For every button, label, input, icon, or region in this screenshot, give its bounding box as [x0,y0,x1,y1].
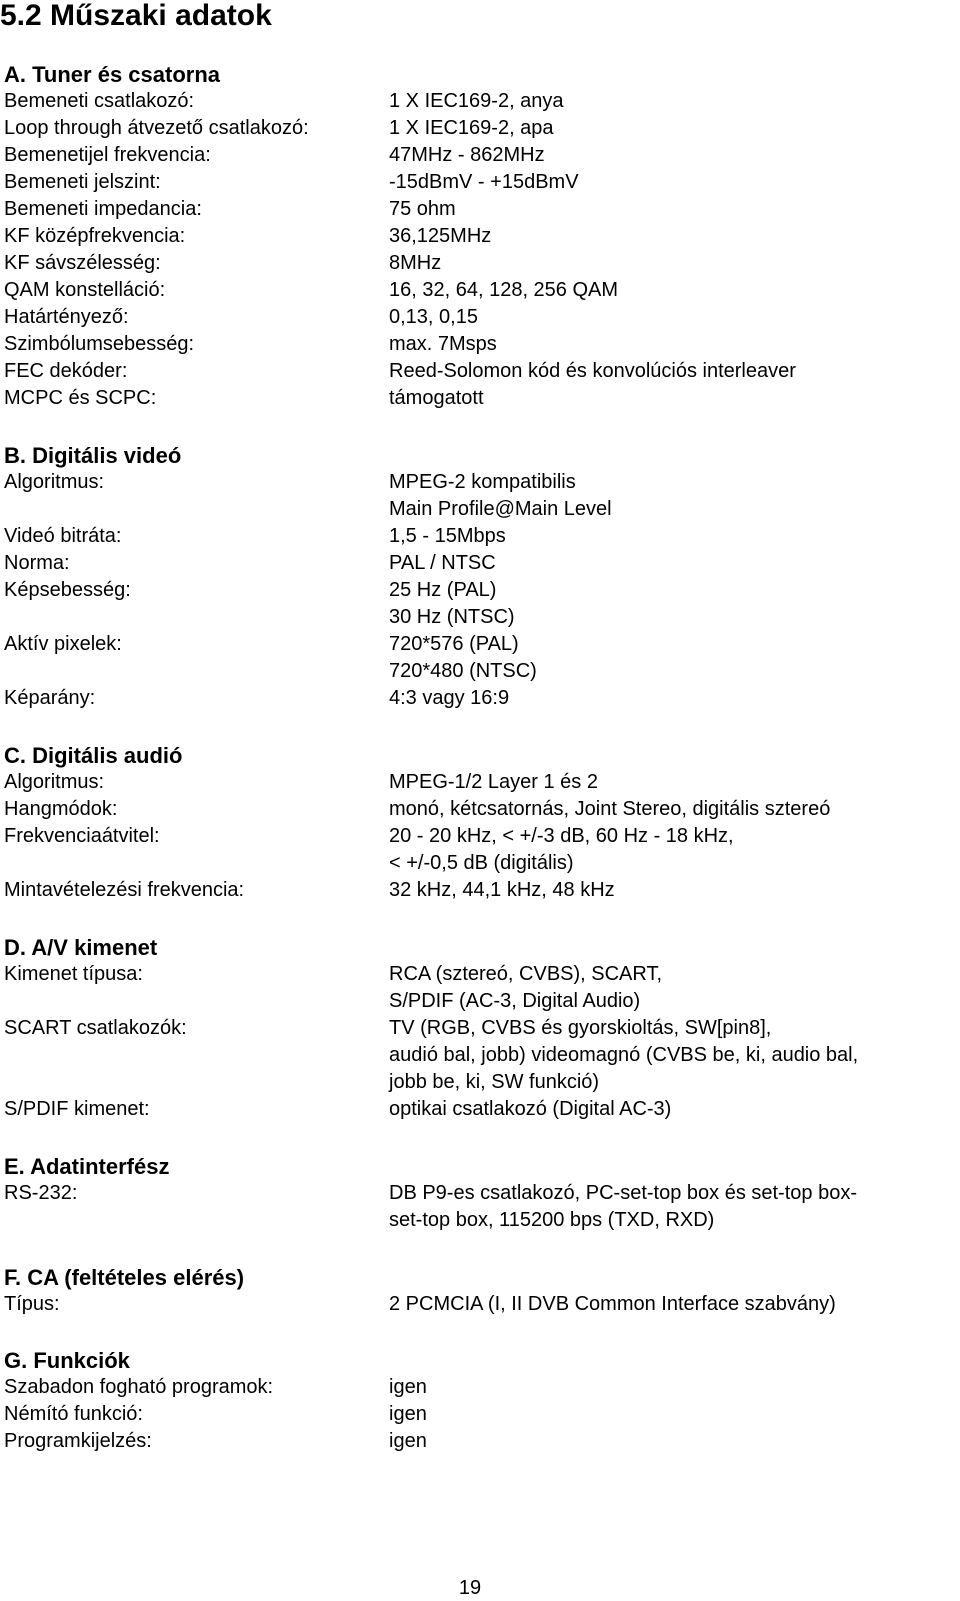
spec-row [4,304,956,331]
spec-label: Algoritmus: [4,771,105,793]
spec-value: 0,13, 0,15 [389,306,478,328]
spec-values [389,877,615,904]
spec-label: FEC dekóder: [4,360,128,382]
section-heading: B. Digitális videó [4,443,182,468]
spec-row [4,961,956,1015]
spec-label: Némító funkció: [4,1403,143,1425]
spec-label: Videó bitráta: [4,525,122,547]
spec-value: igen [389,1403,427,1425]
spec-value: igen [389,1430,427,1452]
spec-values [389,223,491,250]
spec-row [4,550,956,577]
spec-label: Kimenet típusa: [4,963,143,985]
spec-row [4,796,956,823]
spec-row [4,1096,956,1123]
spec-value: 8MHz [389,252,442,274]
spec-values [389,577,515,631]
spec-value: optikai csatlakozó (Digital AC-3) [389,1098,672,1120]
spec-values [389,88,564,115]
section-digital-video [4,442,956,712]
page-number: 19 [458,1577,482,1599]
spec-row [4,223,956,250]
spec-value: MPEG-1/2 Layer 1 és 2 [389,771,598,793]
spec-label: SCART csatlakozók: [4,1017,187,1039]
spec-value: Main Profile@Main Level [389,498,612,520]
spec-label: MCPC és SCPC: [4,387,157,409]
spec-label: Határtényező: [4,306,129,328]
spec-row [4,1015,956,1096]
spec-value: TV (RGB, CVBS és gyorskioltás, SW[pin8], [389,1017,772,1039]
spec-values [389,523,506,550]
spec-value: 20 - 20 kHz, < +/-3 dB, 60 Hz - 18 kHz, [389,825,734,847]
spec-values [389,331,497,358]
section-heading: A. Tuner és csatorna [4,62,220,87]
spec-label: KF középfrekvencia: [4,225,186,247]
section-heading: G. Funkciók [4,1348,130,1373]
spec-label: Szabadon fogható programok: [4,1376,274,1398]
spec-value: max. 7Msps [389,333,497,355]
section-functions [4,1347,956,1455]
spec-values [389,469,612,523]
spec-values [389,142,545,169]
spec-values [389,1374,427,1401]
spec-row [4,1428,956,1455]
spec-label: Algoritmus: [4,471,105,493]
spec-value: 36,125MHz [389,225,492,247]
spec-row [4,250,956,277]
section-digital-audio [4,742,956,904]
spec-values [389,961,662,1015]
spec-value: 720*576 (PAL) [389,633,519,655]
spec-value: audió bal, jobb) videomagnó (CVBS be, ki, audio bal, [389,1044,859,1066]
spec-row [4,823,956,877]
spec-label: QAM konstelláció: [4,279,166,301]
spec-label: Programkijelzés: [4,1430,152,1452]
spec-value: monó, kétcsatornás, Joint Stereo, digitális sztereó [389,798,831,820]
spec-value: 30 Hz (NTSC) [389,606,515,628]
spec-value: 2 PCMCIA (I, II DVB Common Interface szabvány) [389,1293,836,1315]
spec-values [389,631,537,685]
spec-values [389,769,598,796]
spec-values [389,823,734,877]
spec-value: támogatott [389,387,484,409]
spec-value: 4:3 vagy 16:9 [389,687,510,709]
spec-values [389,250,441,277]
spec-row [4,523,956,550]
spec-value: 1,5 - 15Mbps [389,525,506,547]
spec-value: 720*480 (NTSC) [389,660,537,682]
spec-value: 75 ohm [389,198,456,220]
spec-value: jobb be, ki, SW funkció) [389,1071,600,1093]
spec-row [4,769,956,796]
section-heading: C. Digitális audió [4,743,183,768]
spec-values [389,277,618,304]
section-data-interface [4,1153,956,1234]
spec-values [389,1180,857,1234]
spec-value: 1 X IEC169-2, apa [389,117,554,139]
spec-values [389,1428,427,1455]
spec-label: Bemeneti csatlakozó: [4,90,195,112]
spec-label: Szimbólumsebesség: [4,333,195,355]
spec-values [389,385,484,412]
spec-values [389,796,830,823]
spec-value: RCA (sztereó, CVBS), SCART, [389,963,663,985]
spec-row [4,169,956,196]
spec-label: Loop through átvezető csatlakozó: [4,117,309,139]
spec-value: 1 X IEC169-2, anya [389,90,564,112]
spec-value: 47MHz - 862MHz [389,144,545,166]
spec-row [4,358,956,385]
spec-values [389,1096,671,1123]
spec-value: 16, 32, 64, 128, 256 QAM [389,279,619,301]
spec-row [4,631,956,685]
spec-row [4,1291,956,1318]
spec-values [389,196,456,223]
spec-label: Bemeneti jelszint: [4,171,161,193]
spec-value: DB P9-es csatlakozó, PC-set-top box és set-top box- [389,1182,857,1204]
spec-row [4,1374,956,1401]
spec-row [4,577,956,631]
spec-values [389,685,509,712]
spec-label: Típus: [4,1293,60,1315]
spec-value: -15dBmV - +15dBmV [389,171,579,193]
section-tuner [4,61,956,412]
spec-value: MPEG-2 kompatibilis [389,471,576,493]
spec-row [4,196,956,223]
spec-row [4,385,956,412]
spec-value: PAL / NTSC [389,552,496,574]
spec-label: Frekvenciaátvitel: [4,825,160,847]
spec-values [389,358,796,385]
spec-values [389,304,478,331]
spec-value: set-top box, 115200 bps (TXD, RXD) [389,1209,715,1231]
section-av-output [4,934,956,1123]
spec-value: 32 kHz, 44,1 kHz, 48 kHz [389,879,615,901]
spec-label: Képsebesség: [4,579,131,601]
spec-value: igen [389,1376,427,1398]
spec-row [4,115,956,142]
spec-values [389,550,496,577]
spec-label: S/PDIF kimenet: [4,1098,150,1120]
spec-row [4,685,956,712]
spec-values [389,115,554,142]
section-conditional-access [4,1264,956,1318]
spec-label: Bemenetijel frekvencia: [4,144,211,166]
spec-values [389,1015,858,1096]
spec-row [4,277,956,304]
spec-label: Aktív pixelek: [4,633,122,655]
spec-row [4,1180,956,1234]
spec-row [4,331,956,358]
spec-values [389,1291,836,1318]
spec-row [4,469,956,523]
spec-row [4,1401,956,1428]
section-heading: E. Adatinterfész [4,1154,170,1179]
page-title: 5.2 Műszaki adatok [0,0,272,32]
spec-row [4,88,956,115]
spec-value: S/PDIF (AC-3, Digital Audio) [389,990,641,1012]
spec-label: Bemeneti impedancia: [4,198,202,220]
spec-row [4,877,956,904]
spec-label: KF sávszélesség: [4,252,161,274]
spec-label: Norma: [4,552,70,574]
spec-label: Mintavételezési frekvencia: [4,879,245,901]
section-heading: D. A/V kimenet [4,935,158,960]
spec-values [389,169,579,196]
section-heading: F. CA (feltételes elérés) [4,1265,245,1290]
spec-row [4,142,956,169]
spec-label: Képarány: [4,687,96,709]
spec-value: Reed-Solomon kód és konvolúciós interleaver [389,360,796,382]
spec-label: Hangmódok: [4,798,118,820]
spec-label: RS-232: [4,1182,78,1204]
spec-value: < +/-0,5 dB (digitális) [389,852,574,874]
spec-values [389,1401,427,1428]
spec-value: 25 Hz (PAL) [389,579,497,601]
